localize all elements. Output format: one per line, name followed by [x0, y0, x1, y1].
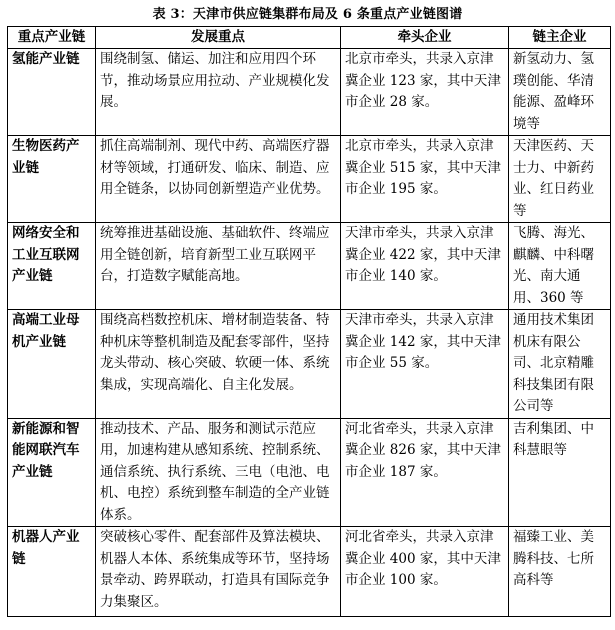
lead-cell: 河北省牵头，共录入京津冀企业 826 家，其中天津市企业 187 家。 [341, 418, 509, 527]
focus-cell: 围绕高档数控机床、增材制造装备、特种机床等整机制造及配套零部件，坚持龙头带动、核心突破、软硬一体、系统集成，实现高端化、自主化发展。 [96, 310, 341, 419]
table-body [8, 49, 611, 617]
lead-cell: 河北省牵头，共录入京津冀企业 400 家，其中天津市企业 100 家。 [341, 527, 509, 617]
lead-cell: 天津市牵头，共录入京津冀企业 422 家，其中天津市企业 140 家。 [341, 223, 509, 310]
lead-cell: 北京市牵头，共录入京津冀企业 515 家，其中天津市企业 195 家。 [341, 136, 509, 223]
table-row [8, 136, 611, 223]
table-row [8, 223, 611, 310]
owner-cell: 吉利集团、中科慧眼等 [509, 418, 611, 527]
header-lead: 牵头企业 [341, 27, 509, 49]
header-row [8, 27, 611, 49]
chain-name-cell: 氢能产业链 [8, 49, 96, 136]
chain-name-cell: 机器人产业链 [8, 527, 96, 617]
chain-name-cell: 高端工业母机产业链 [8, 310, 96, 419]
chain-name-cell: 新能源和智能网联汽车产业链 [8, 418, 96, 527]
table-row [8, 418, 611, 527]
focus-cell: 抓住高端制剂、现代中药、高端医疗器材等领域，打通研发、临床、制造、应用全链条，以协同创新塑造产业优势。 [96, 136, 341, 223]
chain-name-cell: 生物医药产业链 [8, 136, 96, 223]
focus-cell: 围绕制氢、储运、加注和应用四个环节，推动场景应用拉动、产业规模化发展。 [96, 49, 341, 136]
lead-cell: 天津市牵头，共录入京津冀企业 142 家，其中天津市企业 55 家。 [341, 310, 509, 419]
owner-cell: 天津医药、天士力、中新药业、红日药业等 [509, 136, 611, 223]
owner-cell: 新氢动力、氢璞创能、华清能源、盈峰环境等 [509, 49, 611, 136]
owner-cell: 通用技术集团机床有限公司、北京精雕科技集团有限公司等 [509, 310, 611, 419]
owner-cell: 福臻工业、美腾科技、七所高科等 [509, 527, 611, 617]
owner-cell: 飞腾、海光、麒麟、中科曙光、南大通用、360 等 [509, 223, 611, 310]
focus-cell: 统筹推进基础设施、基础软件、终端应用全链创新，培育新型工业互联网平台，打造数字赋能高地。 [96, 223, 341, 310]
lead-cell: 北京市牵头，共录入京津冀企业 123 家，其中天津市企业 28 家。 [341, 49, 509, 136]
table-row [8, 310, 611, 419]
header-focus: 发展重点 [96, 27, 341, 49]
focus-cell: 突破核心零件、配套部件及算法模块、机器人本体、系统集成等环节，坚持场景牵动、跨界联动，打造具有国际竞争力集聚区。 [96, 527, 341, 617]
focus-cell: 推动技术、产品、服务和测试示范应用，加速构建从感知系统、控制系统、通信系统、执行系统、三电（电池、电机、电控）系统到整车制造的全产业链体系。 [96, 418, 341, 527]
table-row [8, 527, 611, 617]
table-header [8, 27, 611, 49]
table-caption: 表 3：天津市供应链集群布局及 6 条重点产业链图谱 [152, 7, 463, 22]
header-owner: 链主企业 [509, 27, 611, 49]
header-chain: 重点产业链 [8, 27, 96, 49]
table-row [8, 49, 611, 136]
industry-chain-table [7, 26, 611, 617]
chain-name-cell: 网络安全和工业互联网产业链 [8, 223, 96, 310]
